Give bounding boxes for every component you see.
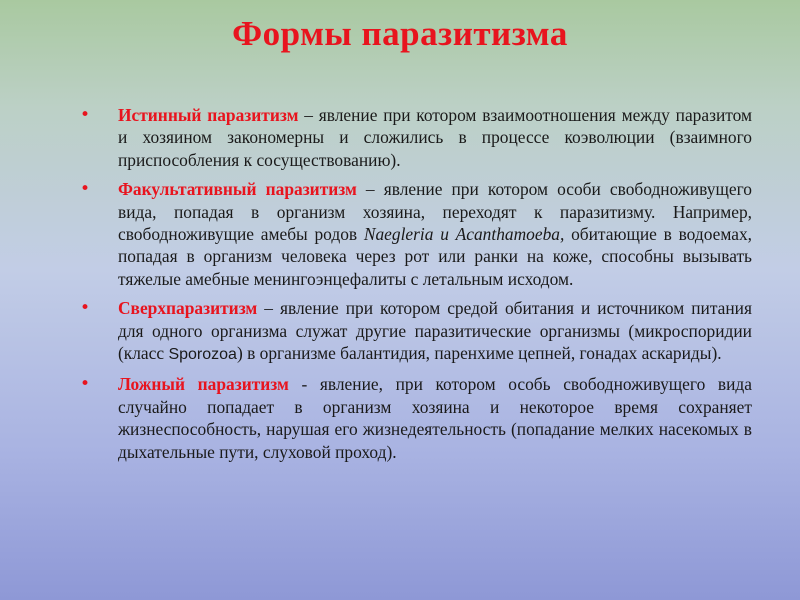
term-label: Сверхпаразитизм (118, 298, 258, 319)
list-item-true-parasitism (80, 104, 752, 171)
genus-name: и Acanthamoeba, (440, 224, 565, 245)
slide-title: Формы паразитизма (232, 14, 568, 53)
definition-text: – явление при котором средой обитания и источником питания для одного организма служат другие паразитические организмы (микроспоридии (класс (118, 298, 752, 364)
definition-text: - явление, при котором особь свободноживущего вида случайно попадает в организм хозяина и некоторое время сохраняет жизнеспособность, нарушая его жизнедеятельность (попадание мелких насекомых в дыхательные пути, слуховой проход). (118, 374, 752, 462)
definition-text: обитающие в водоемах, попадая в организм человека через рот или ранки на коже, способны вызывать тяжелые амебные менингоэнцефалиты с летальным исходом. (118, 224, 752, 289)
term-label: Истинный паразитизм (118, 105, 299, 125)
list-item-facultative-parasitism (80, 178, 752, 290)
list-item-hyperparasitism (80, 297, 752, 366)
definition-text: – явление при котором особи свободноживущего вида, попадая в организм хозяина, переходят к паразитизму. Например, свободноживущие амебы родов (118, 179, 753, 245)
term-label: Факультативный паразитизм (118, 179, 357, 200)
definition-text: – явление при котором взаимоотношения между паразитом и хозяином закономерны и сложились в процессе коэволюции (взаимного приспособления к сосуществованию). (118, 105, 752, 170)
definition-text: ) в организме балантидия, паренхиме цепней, гонадах аскариды). (236, 343, 722, 364)
bullet-icon: • (80, 105, 91, 125)
bullet-icon: • (80, 298, 91, 319)
bullet-icon: • (80, 179, 91, 200)
list-item-false-parasitism (80, 373, 752, 463)
term-label: Ложный паразитизм (118, 374, 289, 395)
bullet-list (80, 104, 752, 470)
bullet-icon: • (80, 374, 91, 395)
genus-name: Naegleria (363, 224, 434, 245)
class-name: Sporozoa (168, 346, 237, 364)
